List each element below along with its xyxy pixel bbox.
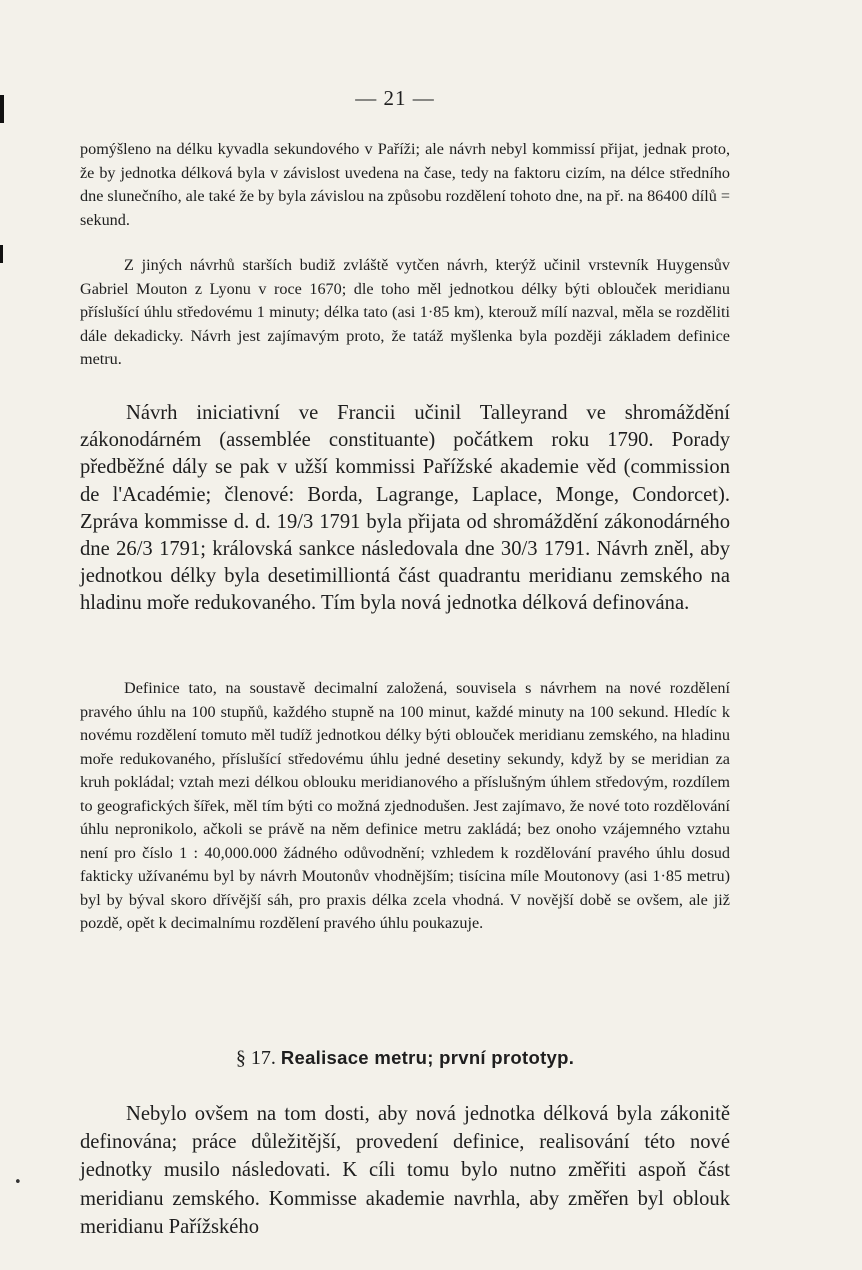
- paragraph-1-block: [80, 138, 730, 232]
- paragraph-5-block: [80, 1100, 730, 1241]
- section-sign: § 17.: [235, 1047, 276, 1069]
- paragraph-2-block: [80, 254, 730, 372]
- scan-edge-mark: [0, 245, 3, 263]
- paragraph-continuation: pomýšleno na délku kyvadla sekundového v Paříži; ale návrh nebyl kommissí přijat, jednak proto, že by jednotka délková byla v závislost uvedena na čase, tedy na faktoru cizím, na délce středního dne slunečního, ale také že by byla závislou na způsobu rozdělení tohoto dne, na př. na 86400 dílů = sekund.: [80, 140, 730, 229]
- paragraph-4-block: [80, 677, 730, 936]
- section-title: Realisace metru; první prototyp.: [280, 1047, 575, 1068]
- section-heading: [80, 1047, 730, 1070]
- paragraph-mouton-proposal: Z jiných návrhů starších budiž zvláště vytčen návrh, kterýž učinil vrstevník Huygensův Gabriel Mouton z Lyonu v roce 1670; dle toho měl jednotkou délky býti oblouček meridianu příslušící úhlu středovému 1 minuty; délka tato (asi 1·85 km), kterouž mílí nazval, měla se rozděliti dále dekadicky. Návrh jest zajímavým proto, že tatáž myšlenka byla později základem definice metru.: [80, 256, 730, 368]
- margin-speck: •: [14, 1175, 22, 1190]
- paragraph-decimal-division: Definice tato, na soustavě decimalní založená, souvisela s návrhem na nové rozdělení pravého úhlu na 100 stupňů, každého stupně na 100 minut, každé minuty na 100 sekund. Hledíc k novému rozdělení tomuto měl tudíž jednotkou délky býti oblouček meridianu zemského, na hladinu moře redukovaného, příslušící středovému úhlu jedné desetiny sekundy, když by se meridian za kruh pokládal; vztah mezi délkou oblouku meridianového a příslušným úhlem středovým, rozdílem to geografických šířek, měl tím býti co možná zjednodušen. Jest zajímavo, že nové toto rozdělování úhlu nepronikolo, ačkoli se právě na něm definice metru zakládá; bez onoho vzájemného vztahu není pro číslo 1 : 40,000.000 žádného odůvodnění; vzhledem k rozdělování pravého úhlu dosud fakticky užívanému byl by návrh Moutonův vhodnějším; tisícina míle Moutonovy (asi 1·85 metru) byl by býval skoro dřívější sáh, pro praxis délka zcela vhodná. V novější době se ovšem, ale již pozdě, opět k decimalnímu rozdělení pravého úhlu poukazuje.: [80, 679, 730, 932]
- paragraph-3-block: [80, 400, 730, 618]
- paragraph-talleyrand-proposal: Návrh iniciativní ve Francii učinil Talleyrand ve shromáždění zákonodárném (assemblée constituante) počátkem roku 1790. Porady předběžné dály se pak v užší kommissi Pařížské akademie věd (commission de l'Académie; členové: Borda, Lagrange, Laplace, Monge, Condorcet). Zpráva kommisse d. d. 19/3 1791 byla přijata od shromáždění zákonodárného dne 26/3 1791; královská sankce následovala dne 30/3 1791. Návrh zněl, aby jednotkou délky byla desetimilliontá část quadrantu meridianu zemského na hladinu moře redukovaného. Tím byla nová jednotka délková definována.: [80, 402, 730, 615]
- paragraph-realisation: Nebylo ovšem na tom dosti, aby nová jednotka délková byla zákonitě definována; práce důležitější, provedení definice, realisování této nové jednotky musilo následovati. K cíli tomu bylo nutno změřiti aspoň část meridianu zemského. Kommisse akademie navrhla, aby změřen byl oblouk meridianu Pařížského: [80, 1103, 730, 1238]
- page-number: — 21 —: [355, 86, 435, 110]
